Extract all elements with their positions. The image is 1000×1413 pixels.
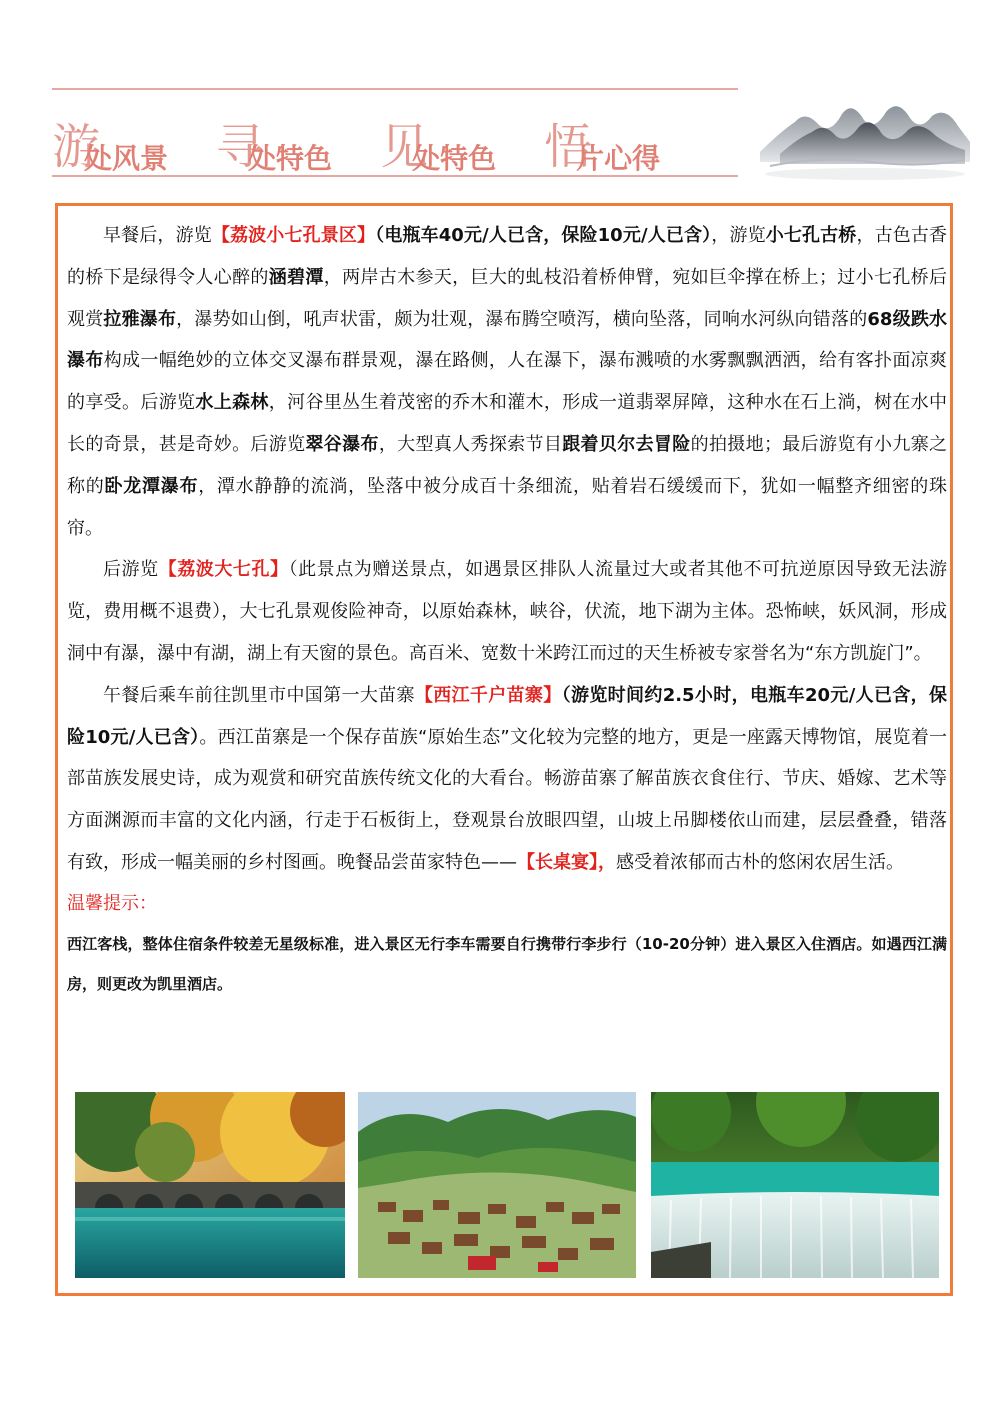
paragraph-daqikong (67, 549, 947, 674)
tips-text: 西江客栈，整体住宿条件较差无星级标准，进入景区无行李车需要自行携带行李步行（10-20分钟）进入景区入住酒店。如遇西江满房，则更改为凯里酒店。 (67, 934, 947, 993)
itinerary-text (67, 215, 947, 1004)
text-run: 。西江苗寨是一个保存苗族“原始生态”文化较为完整的地方，更是一座露天博物馆，展览着一部苗族发展史诗，成为观赏和研究苗族传统文化的大看台。畅游苗寨了解苗族衣食住行、节庆、婚嫁、艺术等方面渊源而丰富的文化内涵，行走于石板街上，登观景台放眼四望，山坡上吊脚楼依山而建，层层叠叠，错落有致，形成一幅美丽的乡村图画。晚餐品尝苗家特色—— (67, 726, 947, 873)
highlight-xijiang: 【西江千户苗寨】 (414, 684, 562, 706)
bold-spot: 涵碧潭 (268, 266, 324, 288)
photo-waterfall (651, 1092, 939, 1278)
fee-note: （电瓶车40元/人已含，保险10元/人已含） (375, 225, 712, 246)
slogan-small-text: 处特色 (412, 142, 497, 175)
text-run: 早餐后，游览 (103, 225, 212, 246)
header-top-rule (52, 88, 738, 90)
text-run: 的拍摄地；最后游览有小九寨之称的 (67, 433, 948, 497)
text-run: ，两岸古木参天，巨大的虬枝沿着桥伸臂，宛如巨伞撑在桥上；过小七孔桥后观赏 (67, 266, 948, 330)
photo-stone-bridge (75, 1092, 345, 1278)
bold-spot: 卧龙潭瀑布 (104, 475, 199, 497)
text-run: 构成一幅绝妙的立体交叉瀑布群景观，瀑在路侧，人在瀑下，瀑布溅喷的水雾飘飘洒洒，给有客扑面凉爽的享受。后游览 (67, 350, 948, 414)
slogan-small-text: 片心得 (576, 142, 661, 175)
fee-note: （游览时间约2.5小时，电瓶车20元/人已含，保险10元/人已含） (67, 684, 948, 748)
bold-spot: 拉雅瀑布 (103, 308, 177, 330)
header-slogan (52, 108, 708, 177)
highlight-xiaoqikong: 【荔波小七孔景区】 (211, 225, 376, 246)
slogan-big-char: 游 (52, 119, 101, 175)
text-run: ，河谷里丛生着茂密的乔木和灌木，形成一道翡翠屏障，这种水在石上淌，树在水中长的奇景，甚是奇妙。后游览 (67, 392, 948, 455)
bold-spot: 翠谷瀑布 (305, 433, 379, 455)
slogan-small-text: 处风景 (84, 142, 169, 175)
text-run: 感受着浓郁而古朴的悠闲农居生活。 (616, 851, 904, 873)
header-bottom-rule (52, 175, 738, 177)
highlight-long-table-banquet: 【长桌宴】， (517, 851, 616, 873)
bold-spot: 小七孔古桥 (765, 225, 857, 246)
photo-miao-village (358, 1092, 636, 1278)
text-run: ，古色古香的桥下是绿得令人心醉的 (67, 225, 948, 288)
text-run: ，潭水静静的流淌，坠落中被分成百十条细流，贴着岩石缓缓而下，犹如一幅整齐细密的珠帘。 (67, 475, 948, 539)
paragraph-xijiang (67, 675, 947, 884)
text-run: 午餐后乘车前往凯里市中国第一大苗寨 (103, 684, 415, 706)
bold-spot: 水上森林 (195, 392, 269, 414)
highlight-daqikong: 【荔波大七孔】 (158, 559, 289, 581)
slogan-big-char: 见 (380, 119, 429, 175)
ink-mountains-illustration (760, 92, 970, 184)
tips-title: 温馨提示： (67, 892, 157, 914)
text-run: 后游览 (103, 559, 159, 581)
slogan-big-char: 悟 (544, 119, 593, 175)
paragraph-xiaoqikong (67, 215, 947, 549)
bold-spot: 跟着贝尔去冒险 (562, 433, 691, 455)
text-run: ，游览 (711, 225, 766, 246)
photo-strip (75, 1092, 940, 1278)
text-run: ，瀑势如山倒，吼声状雷，颇为壮观，瀑布腾空喷泻，横向坠落，同响水河纵向错落的 (176, 308, 868, 330)
text-run: ，大型真人秀探索节目 (378, 433, 563, 455)
text-run: （此景点为赠送景点，如遇景区排队人流量过大或者其他不可抗逆原因导致无法游览，费用概不退费），大七孔景观俊险神奇，以原始森林，峡谷，伏流，地下湖为主体。恐怖峡，妖风洞，形成洞中有瀑，瀑中有湖，湖上有天窗的景色。高百米、宽数十米跨江而过的天生桥被专家誉名为“东方凯旋门”。 (67, 559, 948, 664)
slogan-big-char: 寻 (216, 119, 265, 175)
bold-spot: 68级跌水瀑布 (67, 308, 948, 372)
page-header (52, 88, 742, 178)
slogan-small-text: 处特色 (248, 142, 333, 175)
